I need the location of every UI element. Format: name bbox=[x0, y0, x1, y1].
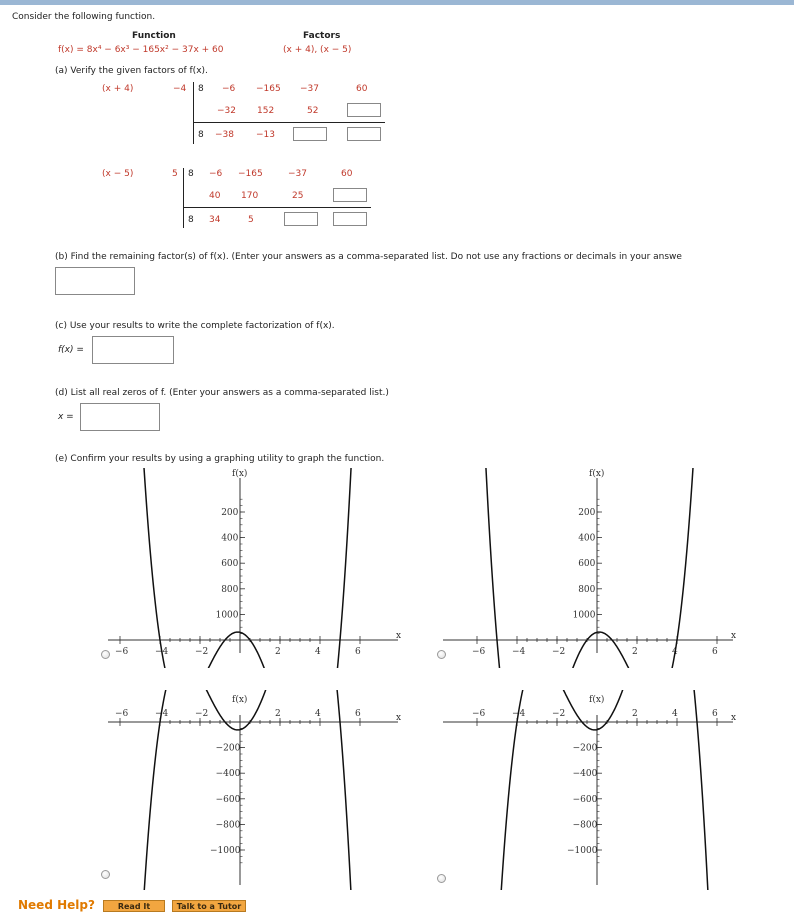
division1-result: 8 bbox=[198, 130, 204, 140]
x-axis-label: x bbox=[396, 631, 402, 641]
x-tick-label: 2 bbox=[275, 647, 281, 657]
division1-coef: 60 bbox=[356, 84, 368, 94]
division2-result: 34 bbox=[209, 215, 221, 225]
function-header: Function bbox=[132, 31, 176, 41]
x-tick-label: −4 bbox=[155, 709, 169, 719]
function-curve bbox=[500, 690, 710, 890]
y-tick-label: 1000 bbox=[215, 610, 239, 621]
graph-option-2 bbox=[443, 468, 743, 668]
x-tick-label: 4 bbox=[315, 709, 321, 719]
x-tick-label: −6 bbox=[115, 709, 129, 719]
y-tick-label: 800 bbox=[578, 584, 596, 595]
x-tick-label: −6 bbox=[115, 647, 129, 657]
y-tick-label: −400 bbox=[572, 769, 598, 780]
y-tick-label: −600 bbox=[572, 794, 598, 805]
x-tick-label: 4 bbox=[315, 647, 321, 657]
division2-result: 8 bbox=[188, 215, 194, 225]
division1-coef: −37 bbox=[300, 84, 319, 94]
division1-result: −38 bbox=[215, 130, 234, 140]
remaining-factors-input[interactable] bbox=[55, 267, 135, 295]
graph-option-1 bbox=[108, 468, 408, 668]
part-c-label: (c) Use your results to write the complete factorization of f(x). bbox=[55, 321, 335, 331]
x-tick-label: 6 bbox=[712, 709, 718, 719]
y-tick-label: 600 bbox=[578, 559, 596, 570]
division2-product: 25 bbox=[292, 191, 304, 201]
division1-product: 152 bbox=[257, 106, 275, 116]
y-tick-label: −600 bbox=[215, 794, 241, 805]
division2-coef: −6 bbox=[209, 169, 223, 179]
x-tick-label: −4 bbox=[512, 647, 526, 657]
division2-answer-input[interactable] bbox=[333, 212, 367, 226]
y-axis-label: f(x) bbox=[589, 695, 605, 705]
y-tick-label: 1000 bbox=[572, 610, 596, 621]
division2-result: 5 bbox=[248, 215, 254, 225]
y-tick-label: −800 bbox=[215, 820, 241, 831]
division2-coef: 8 bbox=[188, 169, 194, 179]
y-axis-label: f(x) bbox=[232, 695, 248, 705]
division2-factor: (x − 5) bbox=[102, 169, 134, 179]
graph-option-3 bbox=[108, 690, 408, 890]
read-it-button[interactable]: Read It bbox=[103, 900, 165, 912]
x-tick-label: 6 bbox=[712, 647, 718, 657]
division2-line bbox=[183, 207, 371, 208]
factorization-input[interactable] bbox=[92, 336, 174, 364]
y-tick-label: −200 bbox=[215, 743, 241, 754]
part-b-label: (b) Find the remaining factor(s) of f(x). (Enter your answers as a comma-separated list. Do not use any fractions or decimals in your answe bbox=[55, 252, 682, 262]
y-tick-label: 800 bbox=[221, 584, 239, 595]
factorization-prefix: f(x) = bbox=[58, 345, 84, 355]
division2-divisor: 5 bbox=[172, 169, 178, 179]
division1-bracket bbox=[193, 82, 194, 144]
x-tick-label: −2 bbox=[552, 647, 566, 657]
top-bar bbox=[0, 0, 794, 5]
x-axis-label: x bbox=[396, 713, 402, 723]
intro-text: Consider the following function. bbox=[12, 12, 156, 22]
division1-result: −13 bbox=[256, 130, 275, 140]
y-axis-label: f(x) bbox=[589, 469, 605, 479]
x-tick-label: −6 bbox=[472, 647, 486, 657]
division2-coef: 60 bbox=[341, 169, 353, 179]
part-d-label: (d) List all real zeros of f. (Enter your answers as a comma-separated list.) bbox=[55, 388, 389, 398]
division1-coef: 8 bbox=[198, 84, 204, 94]
y-axis-label: f(x) bbox=[232, 469, 248, 479]
y-tick-label: 400 bbox=[221, 533, 239, 544]
y-tick-label: 600 bbox=[221, 559, 239, 570]
division1-answer-input[interactable] bbox=[293, 127, 327, 141]
y-tick-label: −1000 bbox=[210, 846, 241, 856]
division2-product: 170 bbox=[241, 191, 259, 201]
y-tick-label: 200 bbox=[578, 508, 596, 518]
x-tick-label: 2 bbox=[275, 709, 281, 719]
y-tick-label: 400 bbox=[578, 533, 596, 544]
division2-product: 40 bbox=[209, 191, 221, 201]
y-tick-label: −800 bbox=[572, 820, 598, 831]
x-tick-label: −4 bbox=[155, 647, 169, 657]
x-axis-label: x bbox=[731, 713, 737, 723]
factors-header: Factors bbox=[303, 31, 341, 41]
division1-product: 52 bbox=[307, 106, 319, 116]
division1-product: −32 bbox=[217, 106, 236, 116]
function-curve bbox=[143, 690, 353, 890]
x-tick-label: 4 bbox=[672, 709, 678, 719]
y-tick-label: −400 bbox=[215, 769, 241, 780]
x-tick-label: −6 bbox=[472, 709, 486, 719]
x-tick-label: 2 bbox=[632, 647, 638, 657]
division1-line bbox=[193, 122, 385, 123]
division1-answer-input[interactable] bbox=[347, 127, 381, 141]
need-help-label: Need Help? bbox=[18, 898, 95, 912]
y-tick-label: −200 bbox=[572, 743, 598, 754]
x-tick-label: 6 bbox=[355, 709, 361, 719]
division2-bracket bbox=[183, 168, 184, 228]
x-axis-label: x bbox=[731, 631, 737, 641]
talk-to-tutor-button[interactable]: Talk to a Tutor bbox=[172, 900, 246, 912]
x-tick-label: −2 bbox=[195, 647, 209, 657]
division2-coef: −165 bbox=[238, 169, 263, 179]
x-tick-label: −2 bbox=[552, 709, 566, 719]
graph-option-4 bbox=[443, 690, 743, 890]
division1-coef: −165 bbox=[256, 84, 281, 94]
x-tick-label: 6 bbox=[355, 647, 361, 657]
y-tick-label: −1000 bbox=[567, 846, 598, 856]
division1-divisor: −4 bbox=[173, 84, 187, 94]
division1-factor: (x + 4) bbox=[102, 84, 134, 94]
part-a-label: (a) Verify the given factors of f(x). bbox=[55, 66, 208, 76]
function-curve bbox=[143, 468, 353, 668]
division1-coef: −6 bbox=[222, 84, 236, 94]
zeros-input[interactable] bbox=[80, 403, 160, 431]
division2-answer-input[interactable] bbox=[333, 188, 367, 202]
part-e-label: (e) Confirm your results by using a graphing utility to graph the function. bbox=[55, 454, 385, 464]
function-expression: f(x) = 8x⁴ − 6x³ − 165x² − 37x + 60 bbox=[58, 45, 224, 55]
factors-expression: (x + 4), (x − 5) bbox=[283, 45, 352, 55]
division1-answer-input[interactable] bbox=[347, 103, 381, 117]
division2-coef: −37 bbox=[288, 169, 307, 179]
x-tick-label: 2 bbox=[632, 709, 638, 719]
x-tick-label: 4 bbox=[672, 647, 678, 657]
x-tick-label: −4 bbox=[512, 709, 526, 719]
division2-answer-input[interactable] bbox=[284, 212, 318, 226]
x-tick-label: −2 bbox=[195, 709, 209, 719]
y-tick-label: 200 bbox=[221, 508, 239, 518]
zeros-prefix: x = bbox=[58, 412, 74, 422]
